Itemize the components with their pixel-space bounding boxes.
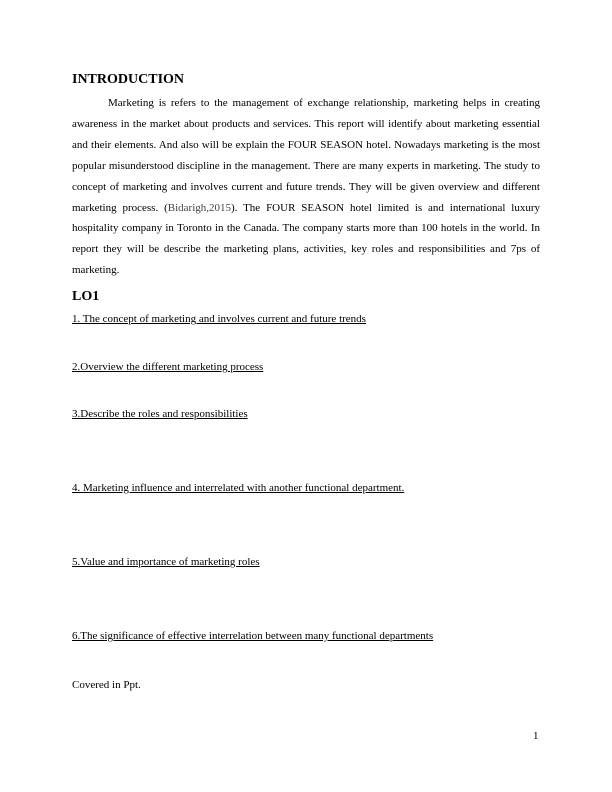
citation: Bidarigh,2015 [167, 201, 231, 214]
lo1-item-roles: 3.Describe the roles and responsibilities [72, 408, 248, 420]
page-number: 1 [533, 730, 539, 742]
lo1-item-overview: 2.Overview the different marketing process [72, 361, 264, 373]
lo1-item-value: 5.Value and importance of marketing roles [72, 556, 260, 568]
covered-note: Covered in Ppt. [72, 679, 141, 691]
lo1-heading: LO1 [72, 289, 100, 304]
introduction-text-part-1: Marketing is refers to the management of exchange relationship, marketing helps in creating awareness in the market about products and services. This report will identify about marketing essential and their elements. And also will be explain the FOUR SEASON hotel. Nowadays marketing is the most popular misunderstood discipline in the management. There are many experts in marketing. The study to concept of marketing and involves current and future trends. They will be given overview and different marketing process. ( [72, 97, 540, 214]
introduction-heading: INTRODUCTION [72, 72, 185, 87]
introduction-paragraph [72, 93, 540, 281]
lo1-item-influence: 4. Marketing influence and interrelated with another functional department. [72, 482, 405, 494]
introduction-text-part-2: ). The FOUR SEASON hotel limited is and international luxury hospitality company in Toronto in the Canada. The company starts more than 100 hotels in the world. In report they will be describe the marketing plans, activities, key roles and responsibilities and 7ps of marketing. [72, 201, 540, 277]
lo1-item-concept: 1. The concept of marketing and involves current and future trends [72, 313, 366, 325]
lo1-item-significance: 6.The significance of effective interrelation between many functional departments [72, 630, 434, 642]
